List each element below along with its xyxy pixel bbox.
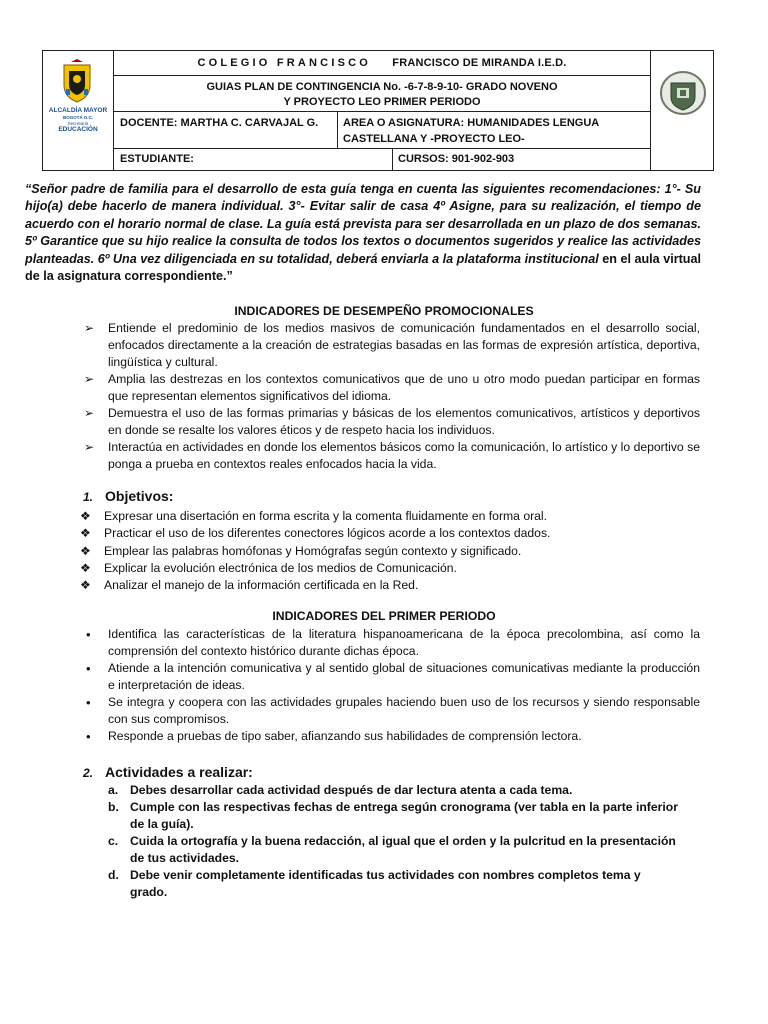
diamond-bullet-icon: ❖ xyxy=(80,526,91,541)
list-item: a. Debes desarrollar cada actividad después de dar lectura atenta a cada tema. xyxy=(108,783,573,797)
list-item: • Atiende a la intención comunicativa y al sentido global de situaciones comunicativas mediante la producción e interpretación de ideas. xyxy=(86,661,700,692)
list-item: ❖ Emplear las palabras homófonas y Homógrafas según contexto y significado. xyxy=(80,543,522,558)
list-item: ❖ Analizar el manejo de la información certificada en la Red. xyxy=(80,578,419,593)
diamond-bullet-icon: ❖ xyxy=(80,509,91,523)
list-item: ➢ Demuestra el uso de las formas primarias y básicas de los elementos comunicativos, artísticos y deportivos en donde se resalte los valores éticos y de respeto hacia los individuos. xyxy=(84,406,700,437)
diamond-bullet-icon: ❖ xyxy=(80,543,91,558)
activities-number: 2. xyxy=(83,766,94,780)
guide-title-line2: Y PROYECTO LEO PRIMER PERIODO xyxy=(283,96,481,108)
teacher-cell: DOCENTE: MARTHA C. CARVAJAL G. xyxy=(120,117,319,129)
list-item: ➢ Amplia las destrezas en los contextos comunicativos que de uno u otro modo puedan participar en formas que representan elementos significativos del idioma. xyxy=(84,372,700,403)
list-item: • Responde a pruebas de tipo saber, afianzando sus habilidades de comprensión lectora. xyxy=(86,729,582,744)
list-item: ❖ Explicar la evolución electrónica de los medios de Comunicación. xyxy=(80,560,457,575)
list-item: b. Cumple con las respectivas fechas de entrega según cronograma (ver tabla en la parte inferior de la guía). xyxy=(108,800,678,831)
list-item: c. Cuida la ortografía y la buena redacción, al igual que el orden y la pulcritud en la presentación de tus actividades. xyxy=(108,834,676,865)
list-item: • Identifica las características de la literatura hispanoamericana de la época precolombina, así como la comprensión del contexto histórico durante dichas época. xyxy=(86,627,700,658)
logo-line3: Secretaría xyxy=(67,121,89,126)
objectives-list xyxy=(80,508,680,594)
logo-line1: ALCALDÍA MAYOR xyxy=(48,107,108,114)
school-shield-icon xyxy=(659,69,707,117)
item-letter: c. xyxy=(108,834,119,848)
arrow-bullet-icon: ➢ xyxy=(84,440,95,454)
item-letter: a. xyxy=(108,783,119,797)
dot-bullet-icon: • xyxy=(86,627,91,642)
list-item: d. Debe venir completamente identificadas tus actividades con nombres completos tema y grado. xyxy=(108,868,641,899)
list-item: ❖ Expresar una disertación en forma escrita y la comenta fluidamente en forma oral. xyxy=(80,509,548,523)
period-indicators-title: INDICADORES DEL PRIMER PERIODO xyxy=(272,609,496,623)
objectives-heading xyxy=(83,488,173,504)
diamond-bullet-icon: ❖ xyxy=(80,578,91,593)
dot-bullet-icon: • xyxy=(86,695,91,710)
intro-text: “Señor padre de familia para el desarrollo de esta guía tenga en cuenta las siguientes recomendaciones: 1°- Su hijo(a) debe hacerlo de manera individual. 3°- Evitar salir de casa 4º Asigne, para su realización, el tiempo de acuerdo con el horario normal de clase. La guía está prevista para ser desarrollada en un plazo de dos semanas. 5º Garantice que su hijo realice la consulta de todos los textos o documentos sugeridos y realice las actividades planteadas. 6º Una vez diligenciada en su totalidad, deberá enviarla a la plataforma institucional xyxy=(25,182,701,266)
school-crest xyxy=(650,51,713,170)
dot-bullet-icon: • xyxy=(86,661,91,676)
item-letter: d. xyxy=(108,868,119,882)
activities-list xyxy=(106,782,678,901)
activities-title: Actividades a realizar: xyxy=(105,764,253,780)
activities-heading xyxy=(83,764,253,780)
promotional-indicators-title: INDICADORES DE DESEMPEÑO PROMOCIONALES xyxy=(234,304,534,318)
alcaldia-logo xyxy=(43,51,114,170)
student-cell: ESTUDIANTE: xyxy=(120,153,194,165)
bogota-coat-of-arms-icon xyxy=(61,59,93,103)
school-name: FRANCISCO DE MIRANDA I.E.D. xyxy=(392,57,567,69)
courses-cell: CURSOS: 901-902-903 xyxy=(398,153,515,165)
promotional-indicators-list xyxy=(84,320,700,473)
list-item: • Se integra y coopera con las actividades grupales haciendo buen uso de los recursos y siendo responsable con sus compromisos. xyxy=(86,695,700,726)
header-row-student xyxy=(114,149,650,170)
item-letter: b. xyxy=(108,800,119,814)
school-spaced-title: COLEGIO FRANCISCO xyxy=(197,57,372,69)
header-row-school xyxy=(114,51,650,76)
arrow-bullet-icon: ➢ xyxy=(84,406,95,420)
guide-title-line1: GUIAS PLAN DE CONTINGENCIA No. -6-7-8-9-10- GRADO NOVENO xyxy=(206,81,558,93)
logo-line2: BOGOTÁ D.C. xyxy=(63,115,93,120)
objectives-number: 1. xyxy=(83,490,94,504)
header-row-teacher xyxy=(114,112,650,149)
intro-paragraph xyxy=(25,181,701,285)
objectives-title: Objetivos: xyxy=(105,488,174,504)
arrow-bullet-icon: ➢ xyxy=(84,372,95,386)
header-row-guide xyxy=(114,76,650,112)
diamond-bullet-icon: ❖ xyxy=(80,560,91,575)
subject-area-cell: AREA O ASIGNATURA: HUMANIDADES LENGUA CASTELLANA Y -PROYECTO LEO- xyxy=(343,117,599,145)
list-item: ➢ Entiende el predominio de los medios masivos de comunicación fundamentados en el desarrollo social, enfocados directamente a la creación de estrategias basadas en las formas de expresión artística, deportiva, lingüística y cultural. xyxy=(84,321,700,369)
header-table xyxy=(42,50,714,171)
intro-text-end: en el aula virtual de la asignatura correspondiente.” xyxy=(25,251,701,284)
arrow-bullet-icon: ➢ xyxy=(84,321,95,335)
logo-line4: EDUCACIÓN xyxy=(58,126,98,133)
period-indicators-list xyxy=(88,626,700,745)
list-item: ❖ Practicar el uso de los diferentes conectores lógicos acorde a los contextos dados. xyxy=(80,526,551,541)
dot-bullet-icon: • xyxy=(86,729,91,744)
list-item: ➢ Interactúa en actividades en donde los elementos básicos como la comunicación, lo artístico y lo deportivo se ponga a prueba en contextos reales enfocados hacia la vida. xyxy=(84,440,700,471)
